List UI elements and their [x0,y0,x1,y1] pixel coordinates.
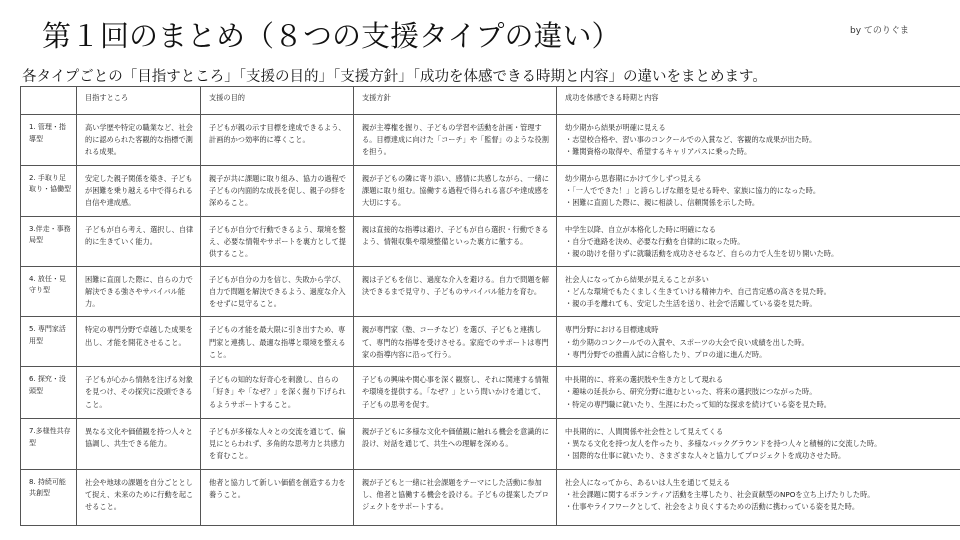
table-row [21,367,960,419]
header-cell-goal: 目指すところ [77,87,201,115]
row-purpose-cell: 子どもの知的な好奇心を刺激し、自らの「好き」や「なぜ？」を深く掘り下げられるようサポートすること。 [201,367,354,419]
row-policy-cell: 親が専門家（塾、コーチなど）を選び、子どもと連携して、専門的な指導を受けさせる。家庭でのサポートは専門家の指導内容に沿って行う。 [354,317,557,367]
row-goal-cell: 特定の専門分野で卓越した成果を出し、才能を開花させること。 [77,317,201,367]
row-policy-cell: 親が子どもに多様な文化や価値観に触れる機会を意識的に設け、対話を通じて、共生への理解を深める。 [354,419,557,470]
row-type-cell: 7.多様性共存型 [21,419,77,470]
row-goal-cell: 高い学歴や特定の職業など、社会的に認められた客観的な指標で測れる成果。 [77,115,201,166]
row-success-cell: 社会人になってから、あるいは人生を通じて見える ・社会課題に関するボランティア活動を主導したり、社会貢献型のNPOを立ち上げたりした時。 ・仕事やライフワークとして、社会をより良くするための活動に携わっている姿を見た時。 [557,469,960,525]
row-success-cell: 幼少期から思春期にかけて少しずつ見える ・「一人でできた！」と誇らしげな顔を見せる時や、家族に協力的になった時。 ・困難に直面した際に、親に相談し、信頼関係を示した時。 [557,165,960,216]
row-policy-cell: 親が主導権を握り、子どもの学習や活動を計画・管理する。目標達成に向けた「コーチ」や「監督」のような役割を担う。 [354,115,557,166]
row-purpose-cell: 子どもが多様な人々との交流を通じて、偏見にとらわれず、多角的な思考力と共感力を育むこと。 [201,419,354,470]
row-purpose-cell: 子どもが親の示す目標を達成できるよう、計画的かつ効率的に導くこと。 [201,115,354,166]
row-type-cell: 6. 探究・没頭型 [21,367,77,419]
header-cell-success: 成功を体感できる時期と内容 [557,87,960,115]
comparison-table [20,86,960,526]
table-row [21,216,960,266]
header-cell-policy: 支援方針 [354,87,557,115]
row-policy-cell: 親が子どもと一緒に社会課題をテーマにした活動に参加し、他者と協働する機会を設ける。子どもの提案したプロジェクトをサポートする。 [354,469,557,525]
row-policy-cell: 親は子どもを信じ、過度な介入を避ける。自力で問題を解決できるまで見守り、子どものサバイバル能力を育む。 [354,266,557,317]
header-cell-purpose: 支援の目的 [201,87,354,115]
table-header-row [21,87,960,115]
row-policy-cell: 親は直接的な指導は避け、子どもが自ら選択・行動できるよう、情報収集や環境整備といった裏方に徹する。 [354,216,557,266]
author-credit: by てのりぐま [850,26,909,36]
table-body [21,115,960,526]
row-success-cell: 中学生以降、自立が本格化した時に明確になる ・自分で進路を決め、必要な行動を自律的に取った時。 ・親の助けを借りずに就職活動を成功させるなど、自らの力で人生を切り開いた時。 [557,216,960,266]
table-row [21,266,960,317]
row-goal-cell: 子どもが心から情熱を注げる対象を見つけ、その探究に没頭できること。 [77,367,201,419]
page-title: 第１回のまとめ（８つの支援タイプの違い） [42,19,621,53]
row-type-cell: 5. 専門家活用型 [21,317,77,367]
row-goal-cell: 社会や地球の課題を自分ごととして捉え、未来のために行動を起こせること。 [77,469,201,525]
row-success-cell: 社会人になってから結果が見えることが多い ・どんな環境でもたくましく生きていける精神力や、自己肯定感の高さを見た時。 ・親の手を離れても、安定した生活を送り、社会で活躍している姿を見た時。 [557,266,960,317]
row-type-cell: 3.伴走・事務局型 [21,216,77,266]
row-type-cell: 2. 手取り足取り・協働型 [21,165,77,216]
row-goal-cell: 異なる文化や価値観を持つ人々と協調し、共生できる能力。 [77,419,201,470]
row-goal-cell: 子どもが自ら考え、選択し、自律的に生きていく能力。 [77,216,201,266]
row-success-cell: 幼少期から結果が明確に見える ・志望校合格や、習い事のコンクールでの入賞など、客観的な成果が出た時。 ・難関資格の取得や、希望するキャリアパスに乗った時。 [557,115,960,166]
row-success-cell: 中長期的に、人間関係や社会性として見えてくる ・異なる文化を持つ友人を作ったり、多様なバックグラウンドを持つ人々と積極的に交流した時。 ・国際的な仕事に就いたり、さまざまな人々と協力してプロジェクトを成功させた時。 [557,419,960,470]
row-purpose-cell: 他者と協力して新しい価値を創造する力を養うこと。 [201,469,354,525]
row-purpose-cell: 子どもが自分の力を信じ、失敗から学び、自力で問題を解決できるよう、過度な介入をせずに見守ること。 [201,266,354,317]
row-goal-cell: 困難に直面した際に、自らの力で解決できる強さやサバイバル能力。 [77,266,201,317]
row-purpose-cell: 子どもの才能を最大限に引き出すため、専門家と連携し、最適な指導と環境を整えること。 [201,317,354,367]
header-cell-type [21,87,77,115]
row-success-cell: 専門分野における目標達成時 ・幼少期のコンクールでの入賞や、スポーツの大会で良い成績を出した時。 ・専門分野での推薦入試に合格したり、プロの道に進んだ時。 [557,317,960,367]
table-row [21,419,960,470]
row-policy-cell: 子どもの興味や関心事を深く観察し、それに関連する情報や環境を提供する。「なぜ？」という問いかけを通じて、子どもの思考を促す。 [354,367,557,419]
row-success-cell: 中長期的に、将来の選択肢や生き方として現れる ・趣味の延長から、研究分野に進むといった、将来の選択肢につながった時。 ・特定の専門職に就いたり、生涯にわたって知的な探求を続けている姿を見た時。 [557,367,960,419]
table-row [21,115,960,166]
row-type-cell: 4. 放任・見守り型 [21,266,77,317]
row-goal-cell: 安定した親子関係を築き、子どもが困難を乗り越える中で得られる自信や達成感。 [77,165,201,216]
table-row [21,469,960,525]
row-type-cell: 8. 持続可能共創型 [21,469,77,525]
table-row [21,165,960,216]
row-purpose-cell: 子どもが自分で行動できるよう、環境を整え、必要な情報やサポートを裏方として提供すること。 [201,216,354,266]
row-purpose-cell: 親子が共に課題に取り組み、協力の過程で子どもの内面的な成長を促し、親子の絆を深めること。 [201,165,354,216]
row-policy-cell: 親が子どもの隣に寄り添い、感情に共感しながら、一緒に課題に取り組む。協働する過程で得られる喜びや達成感を大切にする。 [354,165,557,216]
page-subtitle: 各タイプごとの「目指すところ」「支援の目的」「支援方針」「成功を体感できる時期と内容」の違いをまとめます。 [22,69,767,85]
table-row [21,317,960,367]
row-type-cell: 1. 管理・指導型 [21,115,77,166]
